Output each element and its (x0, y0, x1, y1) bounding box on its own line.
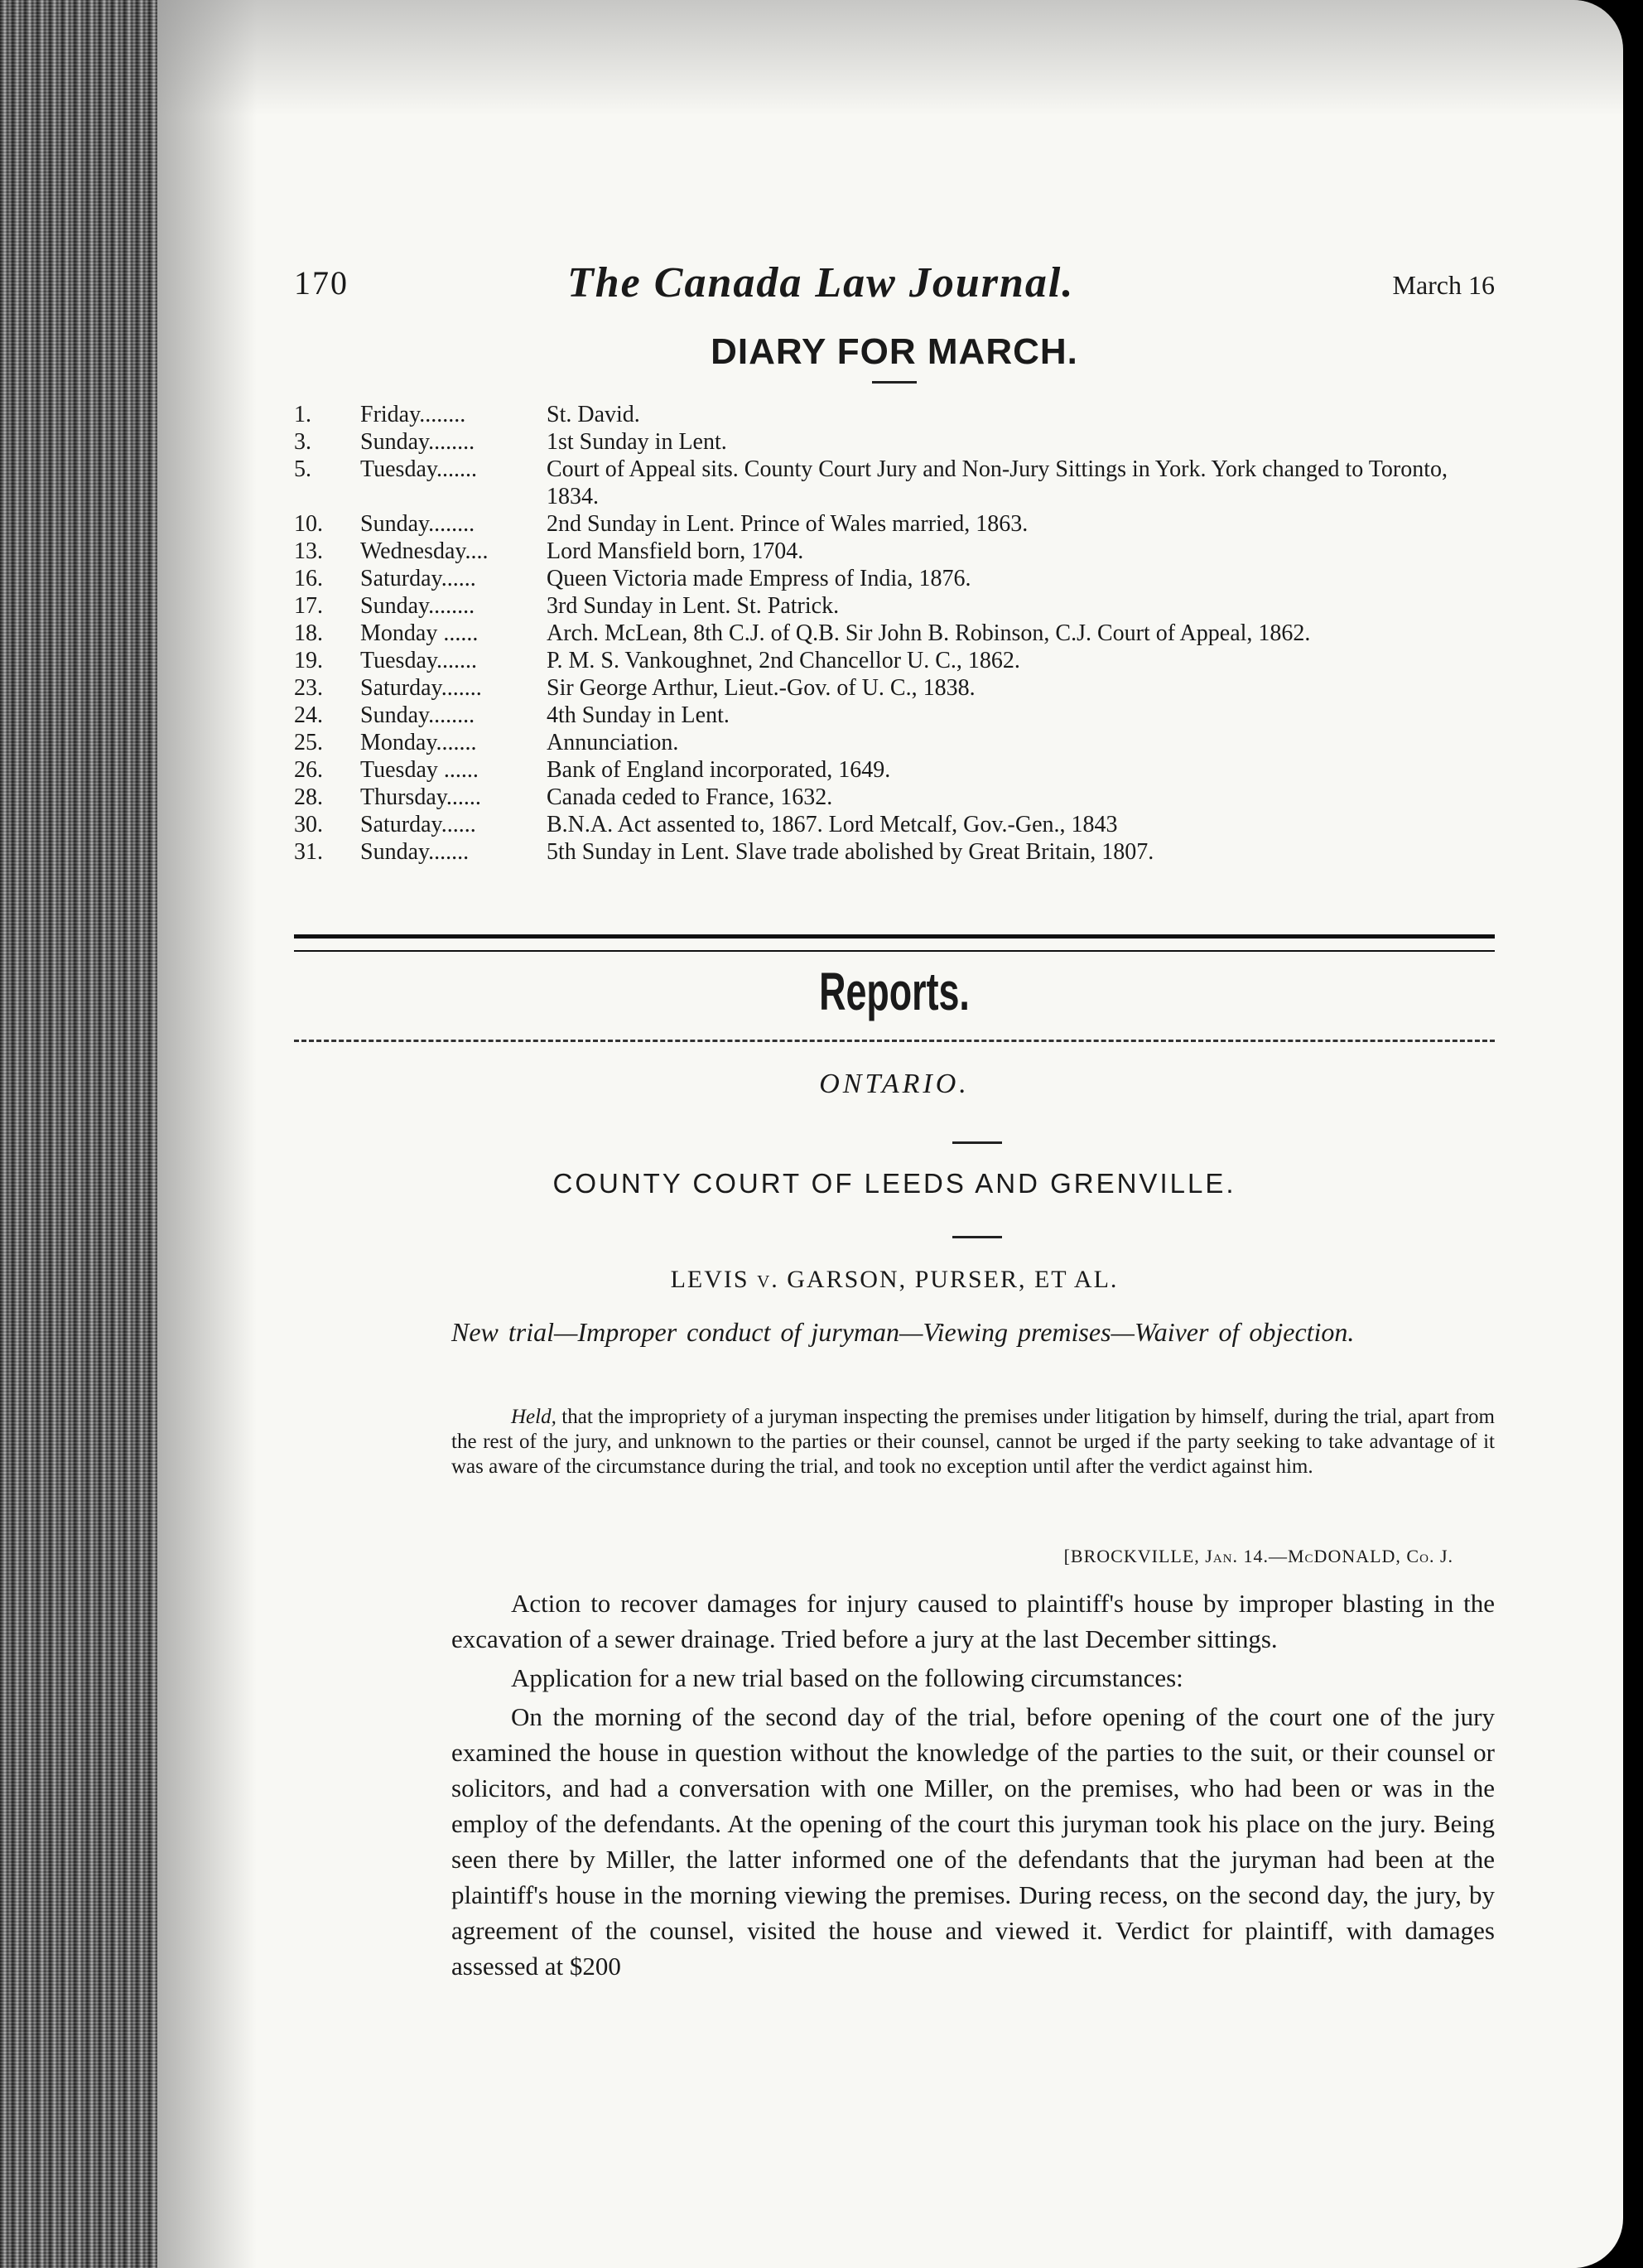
diary-weekday: Tuesday ...... (360, 757, 479, 783)
body-paragraph: On the morning of the second day of the trial, before opening of the court one of the jury examined the house in question without the knowledge of the parties to the suit, or their counsel or solicitors, and had a conversation with one Miller, on the premises, who had been or was in the employ of the defendants. At the opening of the court this juryman took his place on the jury. Being seen there by Miller, the latter informed one of the defendants that the juryman had been at the plaintiff's house in the morning viewing the premises. During recess, on the second day, the jury, by agreement of the counsel, visited the house and viewed it. Verdict for plaintiff, with damages assessed at $200 (451, 1702, 1495, 1981)
diary-weekday: Sunday........ (360, 702, 475, 728)
diary-entry (294, 838, 1495, 866)
diary-event: Lord Mansfield born, 1704. (547, 538, 804, 564)
diary-event: Arch. McLean, 8th C.J. of Q.B. Sir John B. Robinson, C.J. Court of Appeal, 1862. (547, 620, 1311, 646)
diary-weekday: Sunday........ (360, 511, 475, 537)
diary-entry (294, 538, 1495, 565)
diary-entry (294, 811, 1495, 838)
body-paragraph: Action to recover damages for injury caused to plaintiff's house by improper blasting in the excavation of a sewer drainage. Tried before a jury at the last December sittings. (451, 1589, 1495, 1653)
diary-date: 16. (294, 566, 323, 591)
diary-event: 4th Sunday in Lent. (547, 702, 730, 728)
diary-weekday: Sunday........ (360, 429, 475, 455)
divider (872, 381, 917, 384)
diary-event: Canada ceded to France, 1632. (547, 784, 833, 810)
journal-title: The Canada Law Journal. (567, 259, 1075, 306)
diary-weekday: Friday........ (360, 402, 466, 427)
diary-entry (294, 401, 1495, 428)
diary-weekday: Sunday....... (360, 839, 470, 865)
diary-date: 23. (294, 675, 323, 701)
section-divider (294, 934, 1495, 952)
diary-weekday: Tuesday....... (360, 648, 478, 673)
diary-weekday: Monday ...... (360, 620, 479, 646)
diary-weekday: Saturday...... (360, 566, 476, 591)
diary-entry (294, 729, 1495, 756)
diary-weekday: Tuesday....... (360, 456, 478, 482)
diary-event: Annunciation. (547, 730, 679, 755)
diary-weekday: Wednesday.... (360, 538, 489, 564)
diary-entry (294, 592, 1495, 620)
diary-weekday: Saturday....... (360, 675, 482, 701)
diary-date: 28. (294, 784, 323, 810)
diary-entry (294, 565, 1495, 592)
diary-heading (294, 331, 1495, 384)
diary-weekday: Saturday...... (360, 812, 476, 837)
diary-date: 30. (294, 812, 323, 837)
diary-date: 24. (294, 702, 323, 728)
issue-date: March 16 (1392, 270, 1495, 300)
diary-event: 5th Sunday in Lent. Slave trade abolished by Great Britain, 1807. (547, 839, 1154, 865)
diary-event: St. David. (547, 402, 640, 427)
diary-date: 5. (294, 456, 311, 482)
diary-entry (294, 756, 1495, 784)
court-heading: COUNTY COURT OF LEEDS AND GRENVILLE. (552, 1168, 1236, 1199)
body-paragraph: Application for a new trial based on the following circumstances: (511, 1663, 1183, 1692)
diary-date: 26. (294, 757, 323, 783)
diary-entry (294, 428, 1495, 456)
diary-entry (294, 456, 1495, 510)
diary-entry (294, 647, 1495, 674)
headnote: New trial—Improper conduct of juryman—Viewing premises—Waiver of objection. (451, 1317, 1355, 1347)
diary-weekday: Sunday........ (360, 593, 475, 619)
diary-date: 25. (294, 730, 323, 755)
report-body (451, 1585, 1495, 1984)
province-heading: ONTARIO. (819, 1069, 970, 1099)
held-label: Held, (511, 1406, 556, 1428)
diary-date: 18. (294, 620, 323, 646)
reports-heading: Reports. (819, 962, 970, 1021)
diary-date: 19. (294, 648, 323, 673)
diary-entry (294, 620, 1495, 647)
diary-entry (294, 702, 1495, 729)
diary-entry (294, 784, 1495, 811)
diary-event: 1st Sunday in Lent. (547, 429, 727, 455)
diary-date: 1. (294, 402, 311, 427)
diary-event: 2nd Sunday in Lent. Prince of Wales married, 1863. (547, 511, 1029, 537)
diary-entry (294, 510, 1495, 538)
case-name: LEVIS v. GARSON, PURSER, ET AL. (670, 1266, 1119, 1293)
diary-date: 17. (294, 593, 323, 619)
diary-event: B.N.A. Act assented to, 1867. Lord Metcalf, Gov.-Gen., 1843 (547, 812, 1118, 837)
diary-date: 13. (294, 538, 323, 564)
diary-list (294, 401, 1495, 866)
case-citation: [BROCKVILLE, Jan. 14.—McDONALD, Co. J. (1063, 1546, 1453, 1566)
page-number: 170 (294, 264, 349, 302)
diary-weekday: Thursday...... (360, 784, 481, 810)
diary-event: Sir George Arthur, Lieut.-Gov. of U. C., 1838. (547, 675, 976, 701)
running-head (294, 259, 1495, 313)
diary-date: 10. (294, 511, 323, 537)
diary-date: 31. (294, 839, 323, 865)
held-paragraph (451, 1405, 1495, 1479)
divider (952, 1141, 1002, 1144)
diary-event: Queen Victoria made Empress of India, 1876. (547, 566, 971, 591)
diary-event: Bank of England incorporated, 1649. (547, 757, 891, 783)
diary-event: 3rd Sunday in Lent. St. Patrick. (547, 593, 840, 619)
diary-event: P. M. S. Vankoughnet, 2nd Chancellor U. C., 1862. (547, 648, 1020, 673)
diary-weekday: Monday....... (360, 730, 477, 755)
diary-event: Court of Appeal sits. County Court Jury and Non-Jury Sittings in York. York changed to Toronto, 1834. (547, 456, 1448, 509)
book-binding-edge (0, 0, 157, 2268)
held-text: that the impropriety of a juryman inspecting the premises under litigation by himself, during the trial, apart from the rest of the jury, and unknown to the parties or their counsel, cannot be urged if the party seeking to take advantage of it was aware of the circumstance during the trial, and took no exception until after the verdict against him. (451, 1406, 1496, 1478)
dashed-divider (294, 1040, 1495, 1042)
diary-date: 3. (294, 429, 311, 455)
divider (952, 1236, 1002, 1238)
diary-heading-text: DIARY FOR MARCH. (711, 331, 1078, 372)
diary-entry (294, 674, 1495, 702)
